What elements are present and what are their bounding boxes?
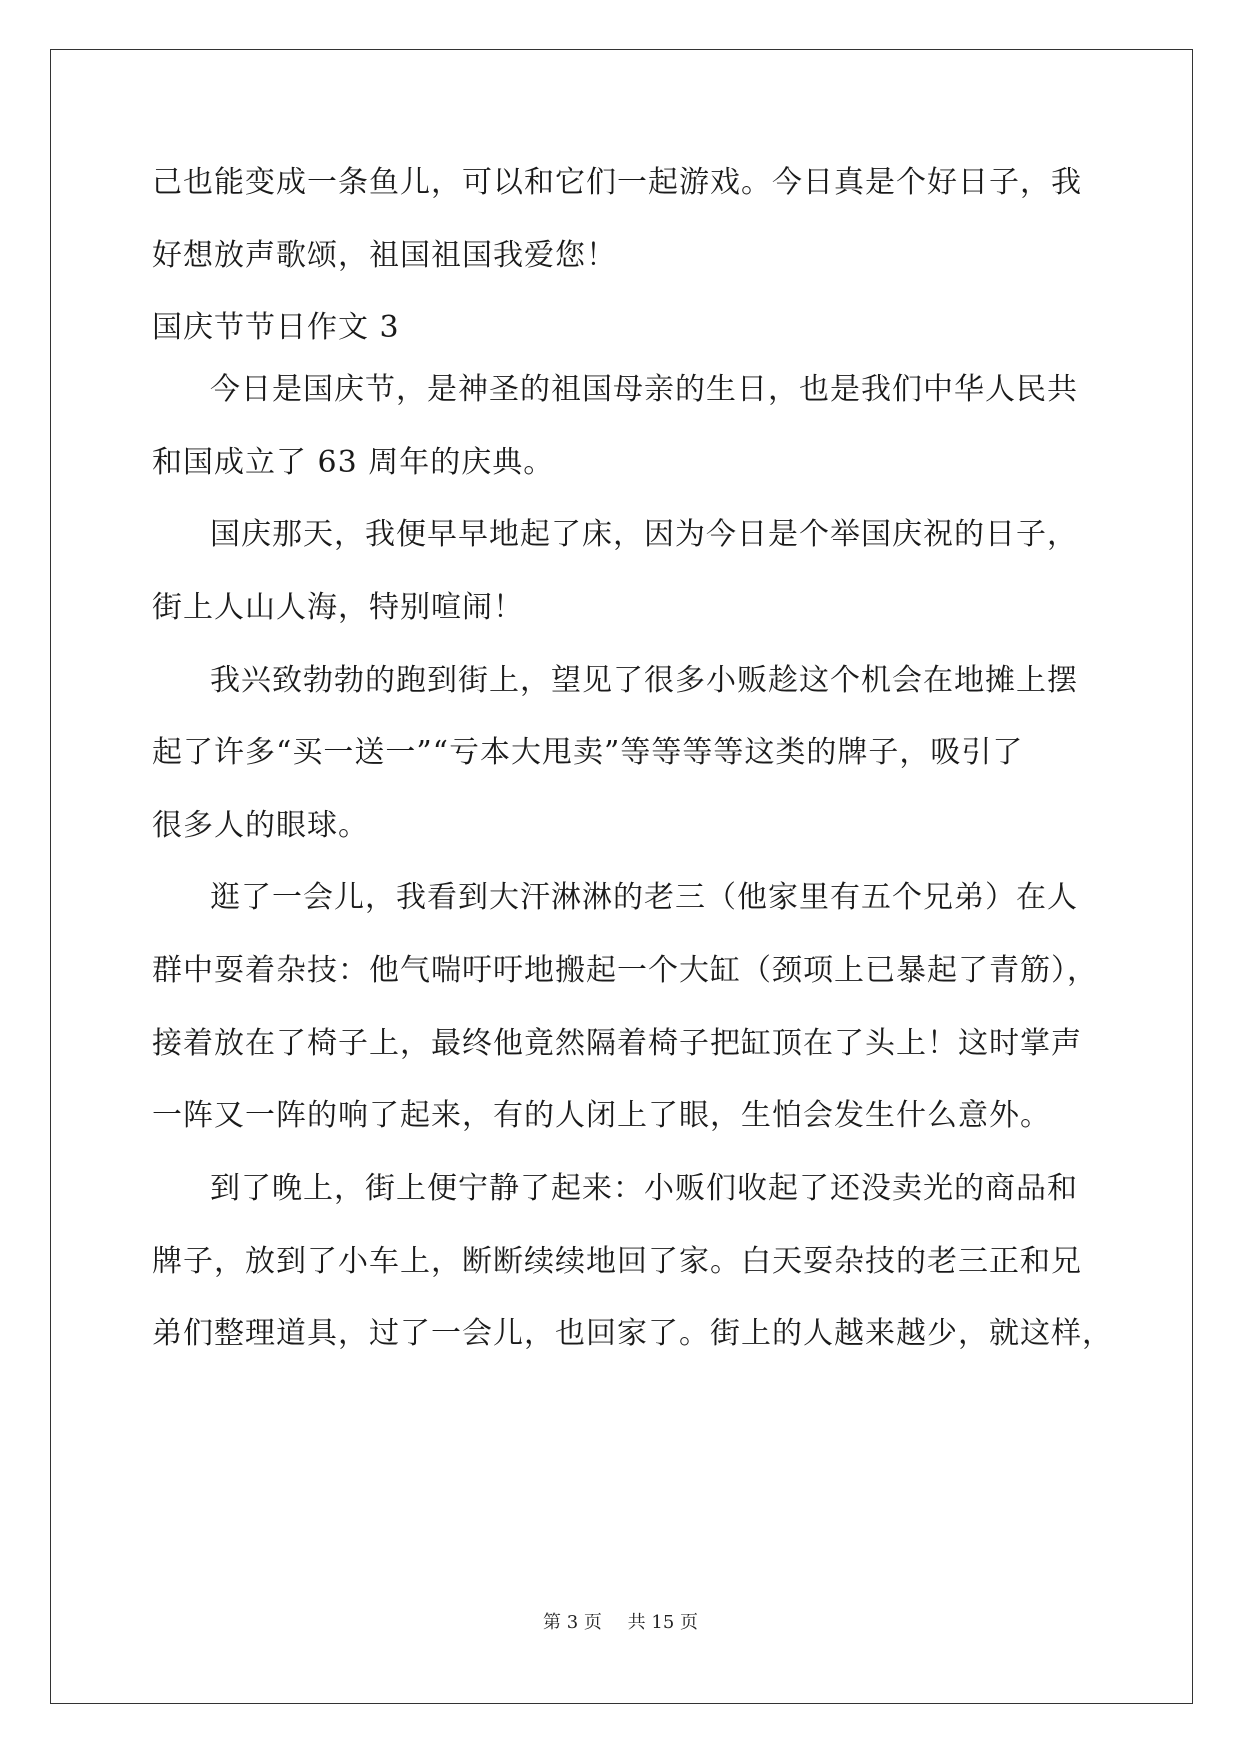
paragraph-first-line: 我兴致勃勃的跑到街上，望见了很多小贩趁这个机会在地摊上摆	[210, 663, 1078, 698]
text-line: 弟们整理道具，过了一会儿，也回家了。街上的人越来越少，就这样，	[152, 1316, 1113, 1351]
text-line: 和国成立了 63 周年的庆典。	[152, 445, 555, 480]
text-line: 很多人的眼球。	[152, 808, 369, 843]
text-line: 牌子，放到了小车上，断断续续地回了家。白天耍杂技的老三正和兄	[152, 1244, 1082, 1279]
text-line: 接着放在了椅子上，最终他竟然隔着椅子把缸顶在了头上！这时掌声	[152, 1026, 1082, 1061]
text-line: 起了许多“买一送一”“亏本大甩卖”等等等等这类的牌子，吸引了	[152, 735, 1024, 770]
text-line: 街上人山人海，特别喧闹！	[152, 590, 524, 625]
page-total: 共 15 页	[627, 1612, 698, 1633]
text-line: 一阵又一阵的响了起来，有的人闭上了眼，生怕会发生什么意外。	[152, 1098, 1051, 1133]
paragraph-first-line: 到了晚上，街上便宁静了起来：小贩们收起了还没卖光的商品和	[210, 1171, 1078, 1206]
page-border	[50, 49, 1193, 1704]
text-line: 好想放声歌颂，祖国祖国我爱您！	[152, 238, 617, 273]
paragraph-first-line: 国庆那天，我便早早地起了床，因为今日是个举国庆祝的日子，	[210, 517, 1078, 552]
text-line: 群中耍着杂技：他气喘吁吁地搬起一个大缸（颈项上已暴起了青筋），	[152, 953, 1098, 988]
text-line: 己也能变成一条鱼儿，可以和它们一起游戏。今日真是个好日子，我	[152, 165, 1082, 200]
paragraph-first-line: 今日是国庆节，是神圣的祖国母亲的生日，也是我们中华人民共	[210, 372, 1078, 407]
page-footer	[0, 1608, 1241, 1634]
section-heading: 国庆节节日作文 3	[152, 310, 400, 345]
paragraph-first-line: 逛了一会儿，我看到大汗淋淋的老三（他家里有五个兄弟）在人	[210, 880, 1078, 915]
page-number: 第 3 页	[543, 1612, 602, 1633]
